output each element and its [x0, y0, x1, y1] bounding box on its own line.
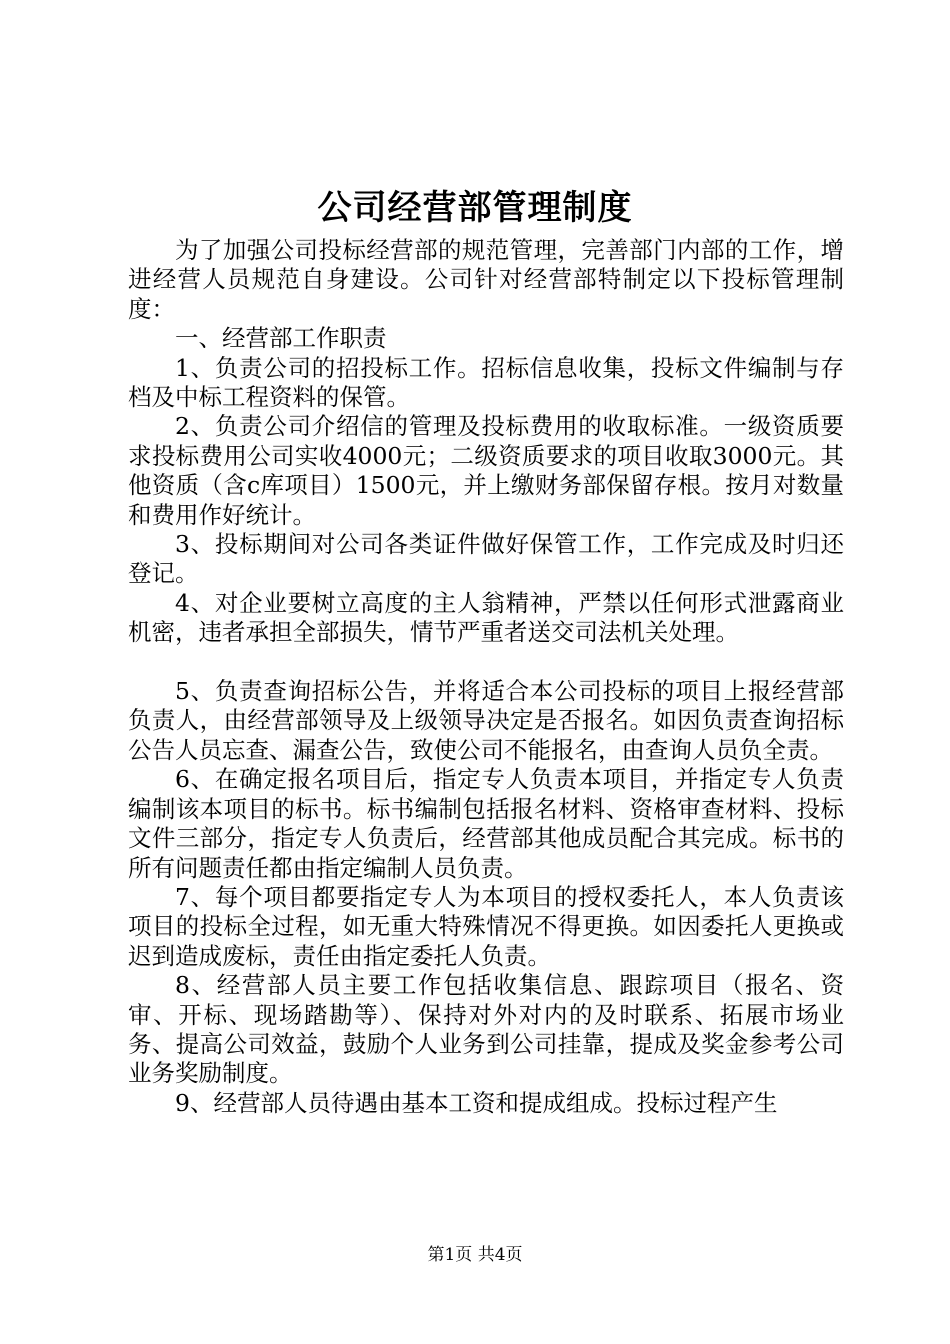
paragraph-item-7: 7、每个项目都要指定专人为本项目的授权委托人，本人负责该项目的投标全过程，如无重大特殊情况不得更换。如因委托人更换或迟到造成废标，责任由指定委托人负责。: [128, 882, 844, 970]
paragraph-item-1: 1、负责公司的招投标工作。招标信息收集，投标文件编制与存档及中标工程资料的保管。: [128, 353, 844, 412]
page-number: 第1页 共4页: [427, 1245, 523, 1265]
paragraph-intro: 为了加强公司投标经营部的规范管理，完善部门内部的工作，增进经营人员规范自身建设。公司针对经营部特制定以下投标管理制度：: [128, 236, 844, 323]
paragraph-item-8: 8、经营部人员主要工作包括收集信息、跟踪项目（报名、资审、开标、现场踏勘等）、保持对外对内的及时联系、拓展市场业务、提高公司效益，鼓励个人业务到公司挂靠，提成及奖金参考公司业务奖励制度。: [128, 971, 844, 1088]
paragraph-item-3: 3、投标期间对公司各类证件做好保管工作，工作完成及时归还登记。: [128, 530, 844, 588]
document-body: [128, 236, 844, 1118]
paragraph-item-9: 9、经营部人员待遇由基本工资和提成组成。投标过程产生: [175, 1088, 778, 1117]
paragraph-item-2: 2、负责公司介绍信的管理及投标费用的收取标准。一级资质要求投标费用公司实收4000元；二级资质要求的项目收取3000元。其他资质（含c库项目）1500元，并上缴财务部保留存根。按月对数量和费用作好统计。: [128, 412, 844, 529]
document-title: 公司经营部管理制度: [317, 188, 633, 228]
paragraph-item-4: 4、对企业要树立高度的主人翁精神，严禁以任何形式泄露商业机密，违者承担全部损失，情节严重者送交司法机关处理。: [128, 588, 844, 647]
paragraph-item-6: 6、在确定报名项目后，指定专人负责本项目，并指定专人负责编制该本项目的标书。标书编制包括报名材料、资格审查材料、投标文件三部分，指定专人负责后，经营部其他成员配合其完成。标书的所有问题责任都由指定编制人员负责。: [128, 765, 844, 882]
section-heading: 一、经营部工作职责: [175, 324, 387, 353]
paragraph-item-5: 5、负责查询招标公告，并将适合本公司投标的项目上报经营部负责人，由经营部领导及上级领导决定是否报名。如因负责查询招标公告人员忘查、漏查公告，致使公司不能报名，由查询人员负全责。: [128, 677, 844, 764]
